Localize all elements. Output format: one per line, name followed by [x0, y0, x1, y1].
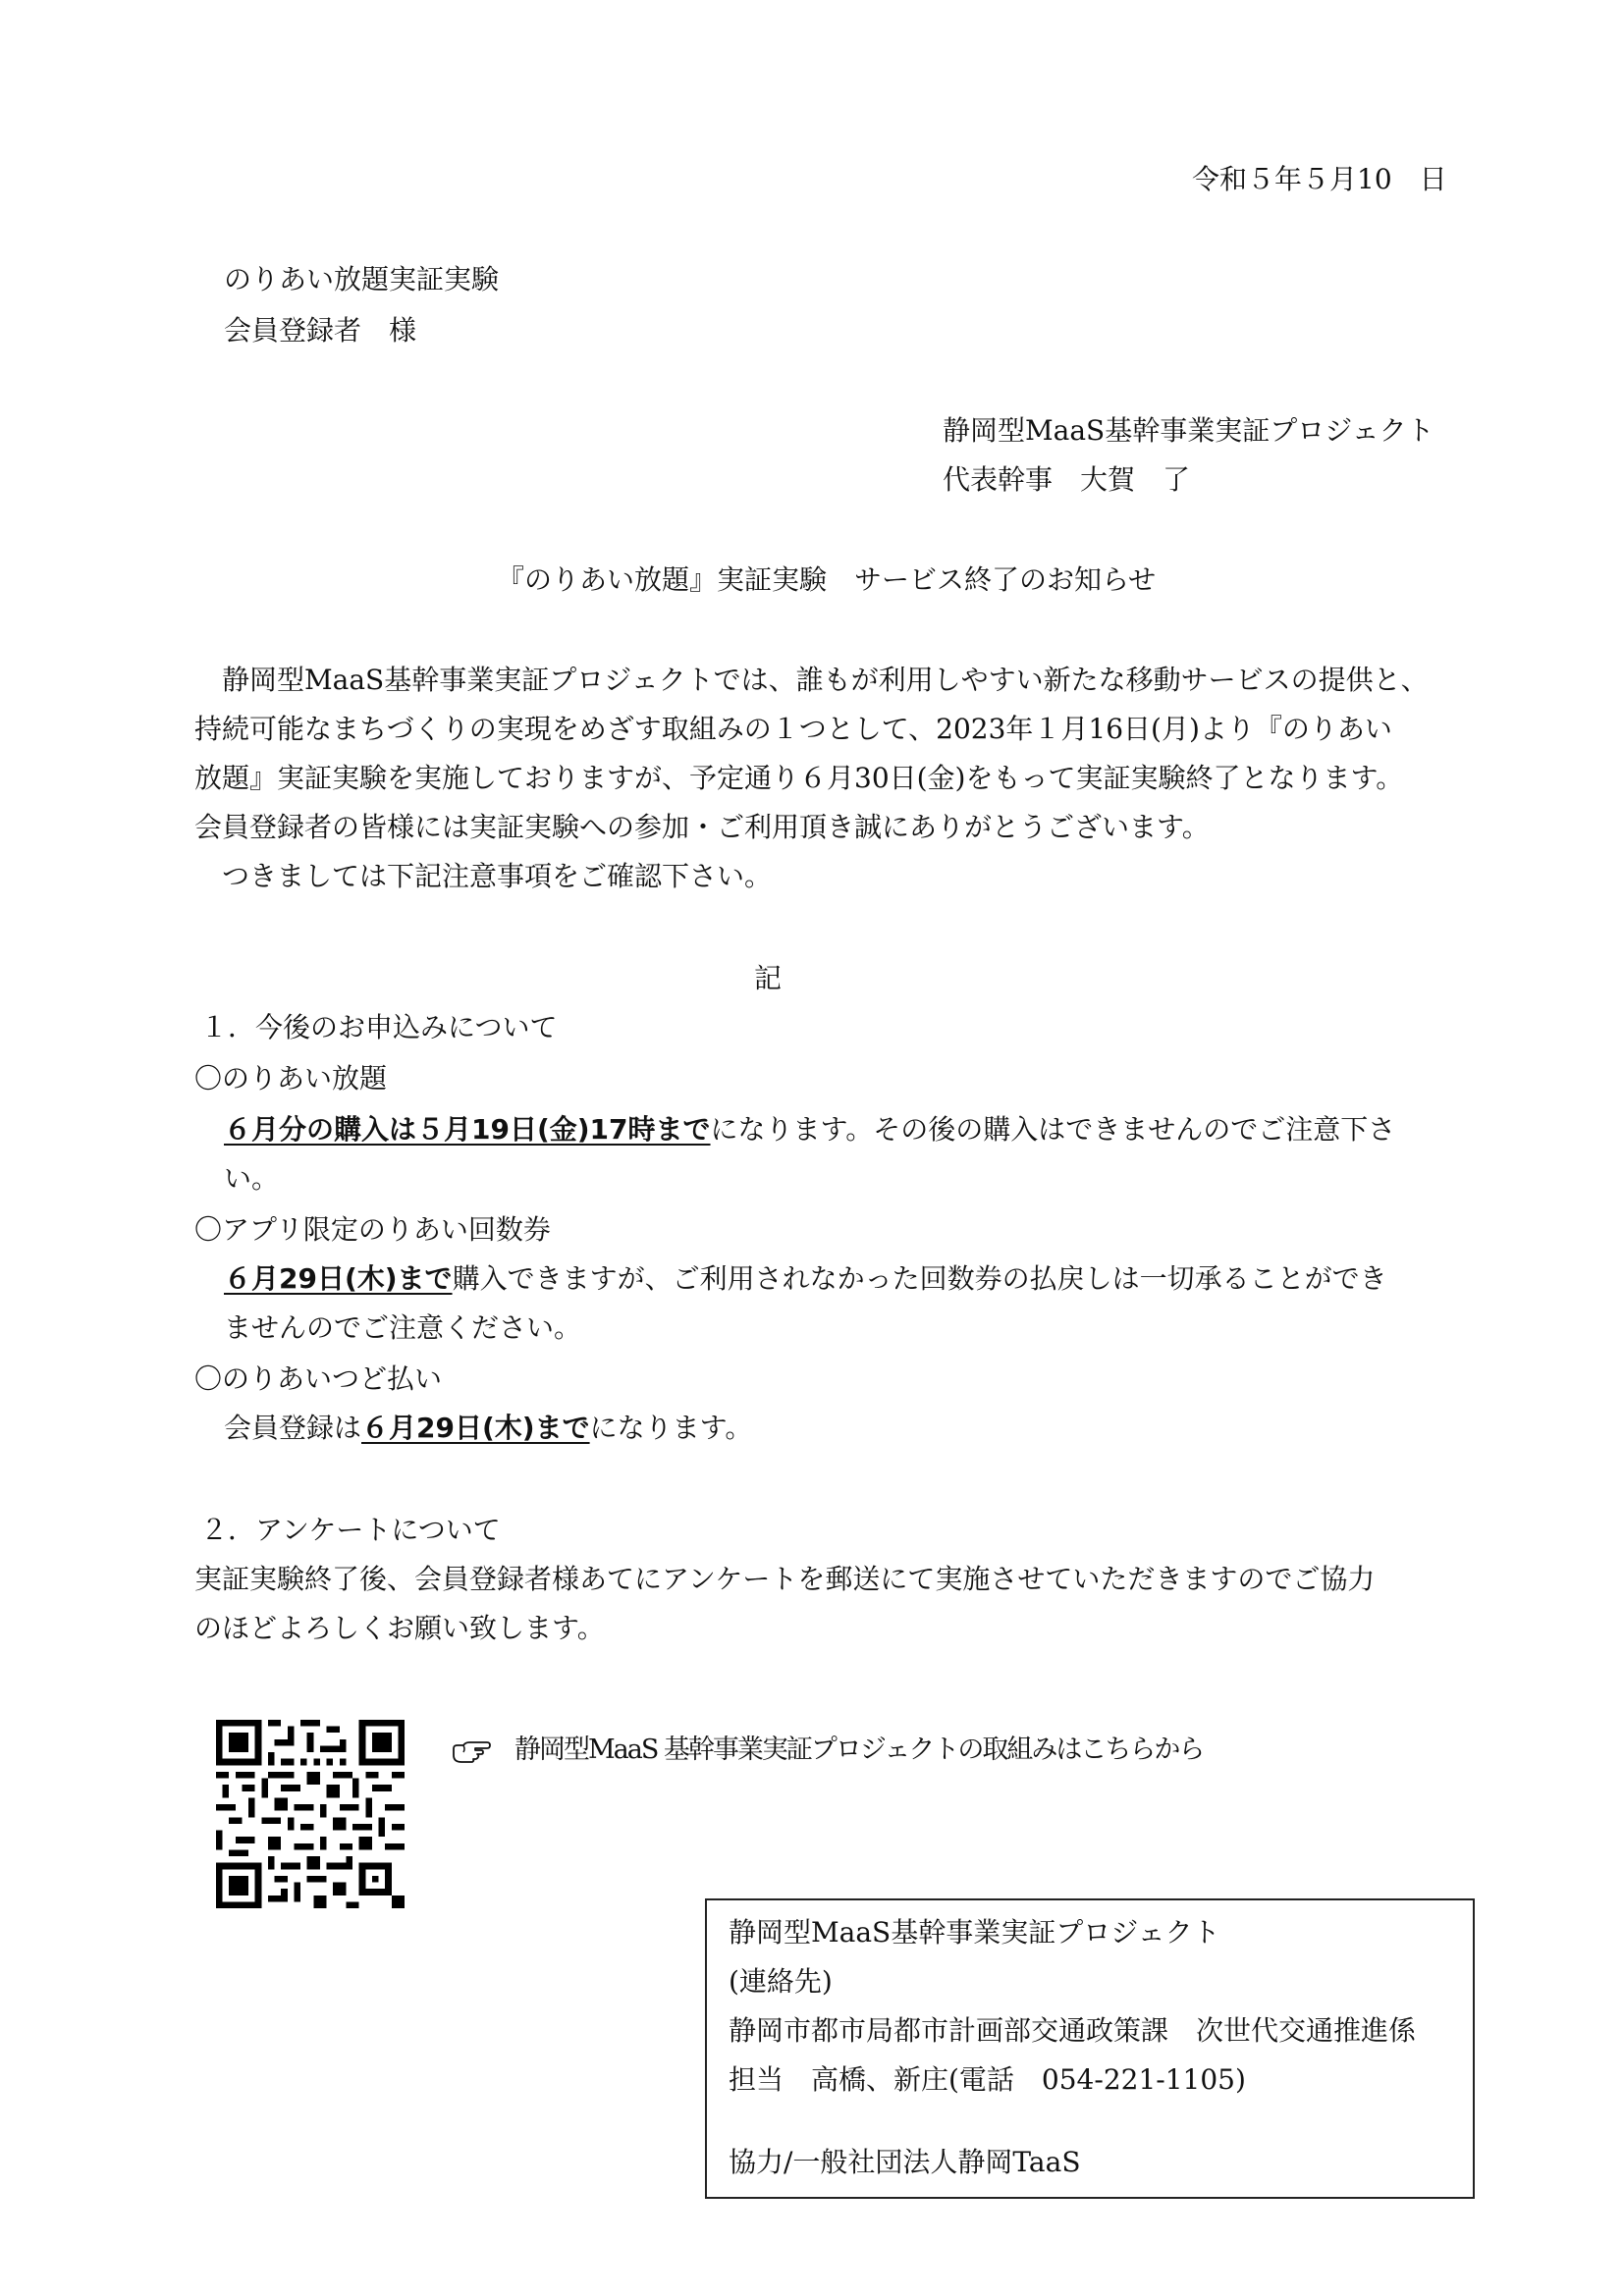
project-link-text[interactable]: 静岡型MaaS 基幹事業実証プロジェクトの取組みはこちらから: [514, 1735, 1204, 1765]
item3-rest: になります。: [589, 1412, 753, 1444]
item3-line: [224, 1412, 752, 1445]
item3-deadline: ６月29日(木)まで: [361, 1412, 590, 1444]
item3-label: 〇のりあいつど払い: [194, 1362, 443, 1395]
body-line-1: 静岡型MaaS基幹事業実証プロジェクトでは、誰もが利用しやすい新たな移動サービスの提供と、: [194, 664, 1429, 696]
item2-cont: ませんのでご注意ください。: [224, 1311, 582, 1344]
section1-heading: １．今後のお申込みについて: [200, 1011, 558, 1043]
item1-line: [224, 1113, 1395, 1147]
contact-cooperation: 協力/一般社団法人静岡TaaS: [729, 2146, 1081, 2178]
item1-cont: い。: [224, 1162, 280, 1195]
item2-label: 〇アプリ限定のりあい回数券: [194, 1213, 551, 1246]
item1-rest: になります。その後の購入はできませんのでご注意下さ: [710, 1113, 1396, 1146]
ki-heading: 記: [754, 962, 783, 994]
section2-heading: ２．アンケートについて: [200, 1514, 501, 1546]
item3-pre: 会員登録は: [224, 1412, 362, 1444]
pointing-hand-icon: [452, 1739, 491, 1765]
contact-box: [705, 1898, 1475, 2199]
recipient-line-1: のりあい放題実証実験: [224, 263, 500, 295]
contact-dept: 静岡市都市局都市計画部交通政策課 次世代交通推進係: [729, 2014, 1417, 2047]
contact-org: 静岡型MaaS基幹事業実証プロジェクト: [729, 1916, 1220, 1949]
recipient-line-2: 会員登録者 様: [224, 314, 417, 347]
body-line-4: 会員登録者の皆様には実証実験への参加・ご利用頂き誠にありがとうございます。: [194, 811, 1210, 843]
body-line-5: つきましては下記注意事項をご確認下さい。: [194, 860, 773, 892]
item2-line: [224, 1262, 1387, 1296]
item1-label: 〇のりあい放題: [194, 1062, 388, 1095]
section2-line-1: 実証実験終了後、会員登録者様あてにアンケートを郵送にて実施させていただきますのでご協力: [194, 1563, 1376, 1595]
section2-line-2: のほどよろしくお願い致します。: [194, 1612, 605, 1644]
item2-rest: 購入できますが、ご利用されなかった回数券の払戻しは一切承ることができ: [452, 1262, 1387, 1295]
qr-code-icon[interactable]: [216, 1720, 405, 1908]
document-date: 令和５年５月10 日: [1192, 163, 1447, 195]
contact-label: (連絡先): [729, 1965, 833, 1998]
body-line-3: 放題』実証実験を実施しておりますが、予定通り６月30日(金)をもって実証実験終了となります。: [194, 762, 1404, 794]
document-title: 『のりあい放題』実証実験 サービス終了のお知らせ: [497, 563, 1157, 596]
sender-org: 静岡型MaaS基幹事業実証プロジェクト: [943, 414, 1434, 447]
sender-rep: 代表幹事 大賀 了: [943, 463, 1191, 496]
item1-deadline: ６月分の購入は５月19日(金)17時まで: [224, 1113, 711, 1146]
body-line-2: 持続可能なまちづくりの実現をめざす取組みの１つとして、2023年１月16日(月)より『のりあい: [194, 713, 1392, 745]
contact-person: 担当 高橋、新庄(電話 054-221-1105): [729, 2063, 1246, 2096]
item2-deadline: ６月29日(木)まで: [224, 1262, 453, 1295]
